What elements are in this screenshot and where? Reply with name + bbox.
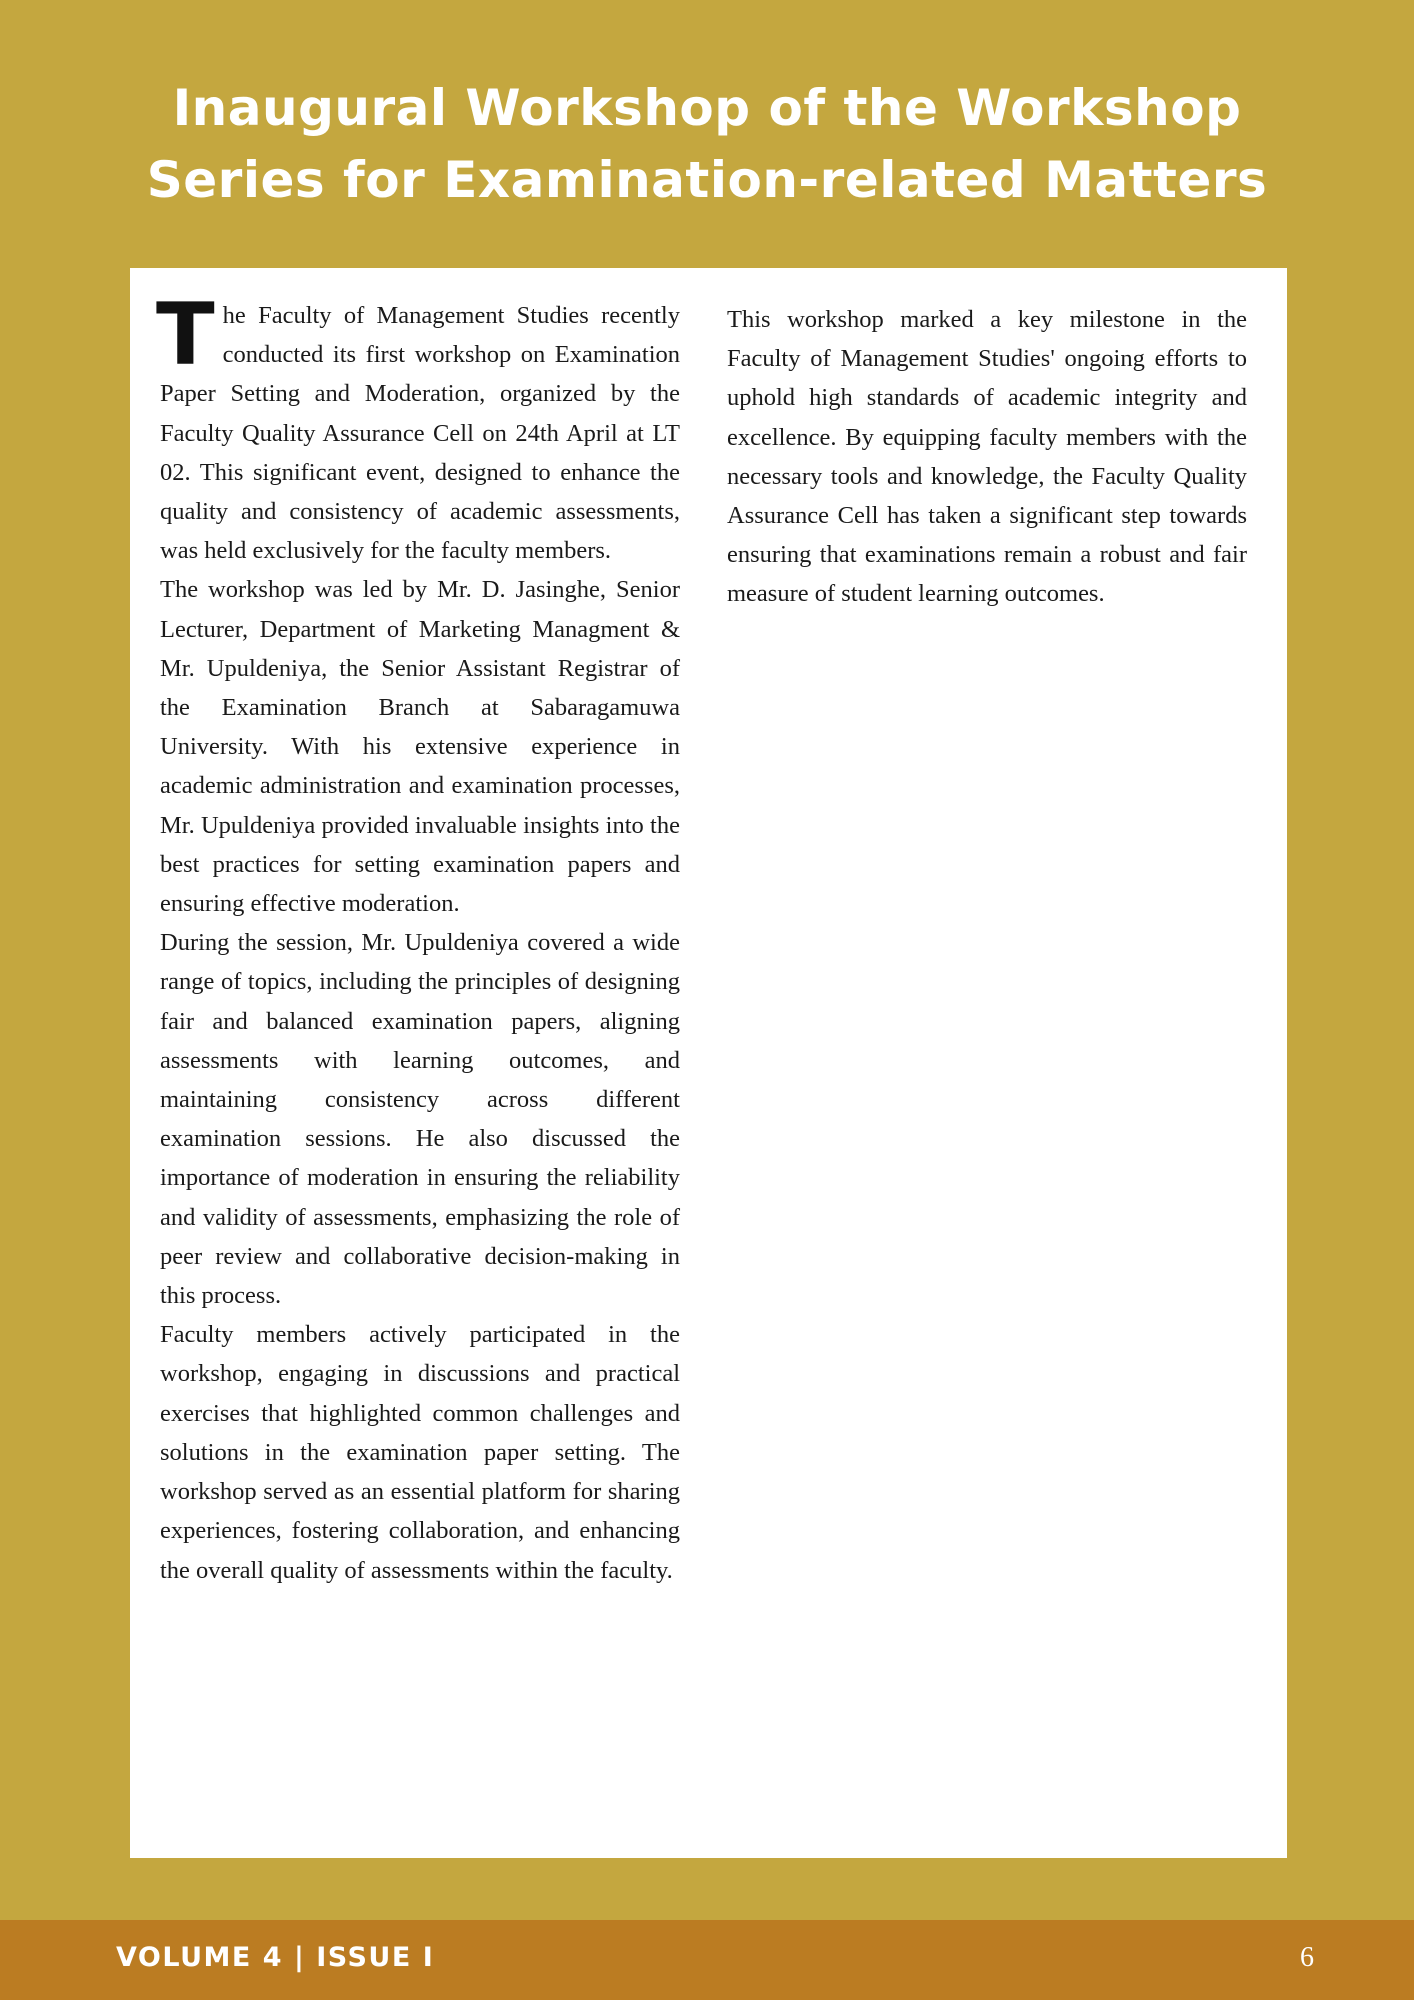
- article-paragraph-3: During the session, Mr. Upuldeniya covered a wide range of topics, including the principles of designing fair and balanced examination papers, aligning assessments with learning outcomes, and maintaining consistency across different examination sessions. He also discussed the importance of moderation in ensuring the reliability and validity of assessments, emphasizing the role of peer review and collaborative decision-making in this process.: [160, 929, 680, 1310]
- article-column-left: [156, 285, 680, 1590]
- article-card: [130, 268, 1287, 1858]
- page-title-line-2: Series for Examination-related Matters: [146, 151, 1268, 209]
- article-paragraph-4: Faculty members actively participated in the workshop, engaging in discussions and practical exercises that highlighted common challenges and solutions in the examination paper setting. The workshop served as an essential platform for sharing experiences, fostering collaboration, and enhancing the overall quality of assessments within the faculty.: [160, 1321, 680, 1584]
- article-paragraph-5: This workshop marked a key milestone in the Faculty of Management Studies' ongoing efforts to uphold high standards of academic integrity and excellence. By equipping faculty members with the necessary tools and knowledge, the Faculty Quality Assurance Cell has taken a significant step towards ensuring that examinations remain a robust and fair measure of student learning outcomes.: [727, 306, 1247, 608]
- article-column-right: [727, 300, 1247, 614]
- article-paragraph-2: The workshop was led by Mr. D. Jasinghe, Senior Lecturer, Department of Marketing Managment & Mr. Upuldeniya, the Senior Assistant Registrar of the Examination Branch at Sabaragamuwa University. With his extensive experience in academic administration and examination processes, Mr. Upuldeniya provided invaluable insights into the best practices for setting examination papers and ensuring effective moderation.: [160, 576, 680, 918]
- article-paragraph-1-text: he Faculty of Management Studies recently conducted its first workshop on Examination Paper Setting and Moderation, organized by the Faculty Quality Assurance Cell on 24th April at LT 02. This significant event, designed to enhance the quality and consistency of academic assessments, was held exclusively for the faculty members.: [160, 302, 680, 565]
- page-title-line-1: Inaugural Workshop of the Workshop: [172, 79, 1242, 137]
- article-paragraph-1: [156, 285, 680, 570]
- footer-volume-issue: VOLUME 4 | ISSUE I: [116, 1942, 435, 1973]
- footer-bar: [0, 1920, 1414, 2000]
- footer-page-number: 6: [1300, 1942, 1314, 1973]
- page-title: [0, 72, 1414, 216]
- drop-cap: T: [156, 285, 215, 385]
